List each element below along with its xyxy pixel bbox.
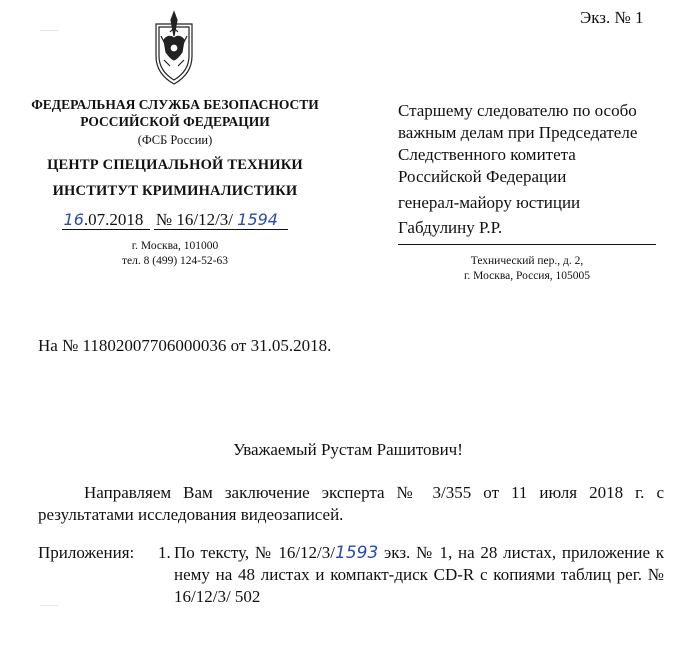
agency-name-line2: РОССИЙСКОЙ ФЕДЕРАЦИИ <box>80 114 270 129</box>
recipient-line4: Российской Федерации <box>398 167 567 186</box>
appendix-text-part1: По тексту, № 16/12/3/ <box>174 543 335 562</box>
copy-number: Экз. № 1 <box>580 8 644 27</box>
appendix-text-part2: экз. № 1, на 28 листах, приложение к нему на 48 листах и компакт-диск CD-R с копиями таблиц рег. № 16/12/3/ 502 <box>174 543 664 606</box>
agency-name-line1: ФЕДЕРАЛЬНАЯ СЛУЖБА БЕЗОПАСНОСТИ <box>31 97 319 112</box>
recipient-line1: Старшему следователю по особо <box>398 101 637 120</box>
recipient-line6: Габдулину Р.Р. <box>398 218 503 237</box>
appendix-label: Приложения: <box>38 543 135 562</box>
sender-block <box>20 96 330 269</box>
sender-city: г. Москва, 101000 <box>131 240 219 252</box>
recipient-block <box>398 100 688 239</box>
recipient-line3: Следственного комитета <box>398 145 576 164</box>
scan-mark <box>40 30 58 31</box>
reference-line: На № 11802007706000036 от 31.05.2018. <box>38 336 332 355</box>
appendix-number-handwritten: 1593 <box>335 543 379 563</box>
recipient-address <box>398 254 656 284</box>
registration-line <box>20 209 330 231</box>
department-line2: ИНСТИТУТ КРИМИНАЛИСТИКИ <box>52 183 298 199</box>
fsb-emblem-icon <box>148 10 200 86</box>
registration-number-handwritten: 1594 <box>237 210 278 229</box>
recipient-line2: важным делам при Председателе <box>398 123 638 142</box>
recipient-line5: генерал-майору юстиции <box>398 193 581 212</box>
sender-phone: тел. 8 (499) 124-52-63 <box>122 255 228 267</box>
appendix-number: 1. <box>158 543 171 562</box>
recipient-divider <box>398 244 656 245</box>
agency-short-name: (ФСБ России) <box>137 133 213 147</box>
greeting: Уважаемый Рустам Рашитович! <box>233 440 463 459</box>
recipient-address-line2: г. Москва, Россия, 105005 <box>463 270 591 282</box>
date-rest: .07.2018 <box>83 210 144 229</box>
recipient-address-line1: Технический пер., д. 2, <box>470 255 584 267</box>
registration-prefix: № 16/12/3/ <box>155 210 234 229</box>
department-line1: ЦЕНТР СПЕЦИАЛЬНОЙ ТЕХНИКИ <box>47 157 303 173</box>
scan-mark <box>40 605 58 606</box>
date-day-handwritten: 16 <box>63 210 84 229</box>
letter-body: Направляем Вам заключение эксперта № 3/355 от 11 июля 2018 г. с результатами исследования видеозаписей. <box>38 483 664 524</box>
appendix-text <box>174 542 664 608</box>
